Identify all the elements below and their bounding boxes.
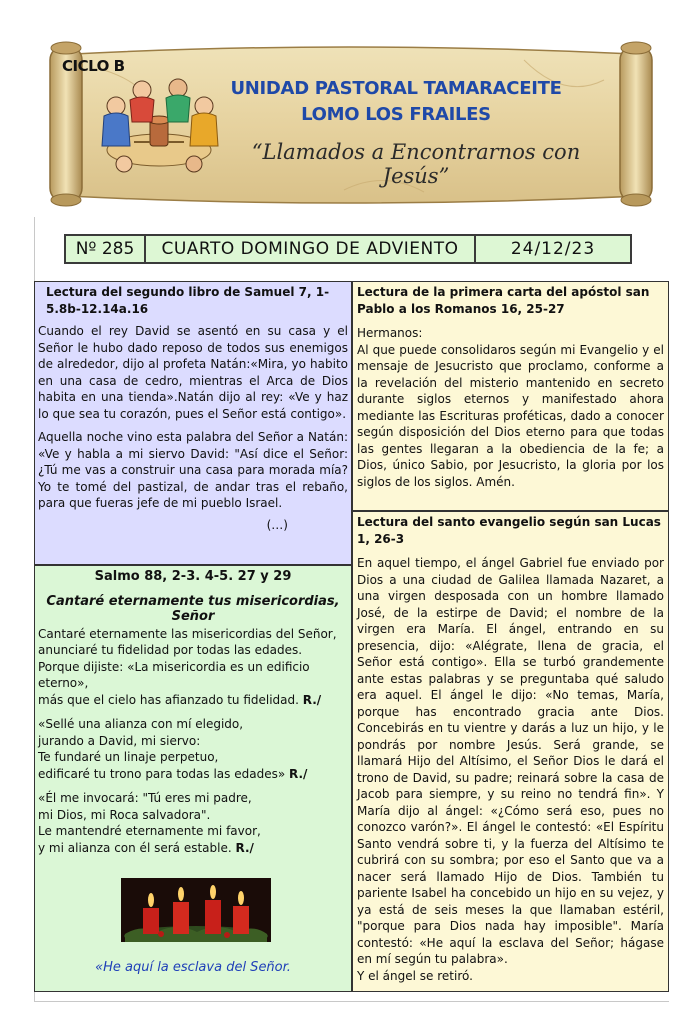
bulletin-number: Nº 285 [66, 236, 146, 262]
psalm-line: mi Dios, mi Roca salvadora". [38, 807, 211, 822]
psalm-stanza-2 [38, 716, 348, 782]
second-reading-box [352, 281, 669, 511]
parish-title-line1: UNIDAD PASTORAL TAMARACEITE [230, 78, 562, 99]
psalm-line: «Sellé una alianza con mí elegido, [38, 717, 244, 731]
psalm-line: anunciaré tu fidelidad por todas las edades. [38, 643, 303, 657]
psalm-title: Salmo 88, 2-3. 4-5. 27 y 29 [94, 569, 292, 584]
psalm-caption: «He aquí la esclava del Señor. [95, 960, 291, 975]
psalm-response: Cantaré eternamente tus misericordias, Señor [46, 593, 340, 624]
gospel-body: En aquel tiempo, el ángel Gabriel fue enviado por Dios a una ciudad de Galilea llamada Nazaret, a una virgen desposada con un hombre llamado José, de la estirpe de David; el nombre de la virgen era María. El ángel, entrando en su presencia, dijo: «Alégrate, llena de gracia, el Señor está contigo». Ella se turbó grandemente ante estas palabras y se preguntaba qué saludo era aquel. El ángel le dijo: «No temas, María, porque has encontrado gracia ante Dios. Concebirás en tu vientre y darás a luz un hijo, y le pondrás por nombre Jesús. Será grande, se llamará Hijo del Altísimo, el Señor Dios le dará el trono de David, su padre; reinará sobre la casa de Jacob para siempre, y su reino no tendrá fin». Y María dijo al ángel: «¿Cómo será eso, pues no conozco varón?». El ángel le contestó: «El Espíritu Santo vendrá sobre ti, y la fuerza del Altísimo te cubrirá con su sombra; por eso el Santo que va a nacer será llamado Hijo de Dios. También tu pariente Isabel ha concebido un hijo en su vejez, y ya está de seis meses la que llamaban estéril, "porque para Dios nada hay imposible". María contestó: «He aquí la esclava del Señor; hágase en mí según tu palabra». [357, 556, 664, 966]
first-reading-heading: Lectura del segundo libro de Samuel 7, 1-5.8b-12.14a.16 [46, 285, 330, 316]
sunday-title: CUARTO DOMINGO DE ADVIENTO [146, 236, 476, 262]
cycle-label: CICLO B [62, 57, 125, 75]
response-mark: R./ [289, 766, 308, 781]
first-reading-paragraph-2: Aquella noche vino esta palabra del Señor a Natán: «Ve y habla a mi siervo David: "Así dice el Señor: ¿Tú me vas a construir una casa para morada mía? Yo te tomé del pastizal, de andar tras el rebaño, para que fueras jefe de mi pueblo Israel. [38, 430, 348, 510]
psalm-line: más que el cielo has afianzado tu fidelidad. [38, 692, 299, 707]
advent-candles-image [121, 878, 271, 942]
response-mark: R./ [302, 692, 322, 707]
psalm-box [34, 565, 352, 992]
psalm-line: Le mantendré eternamente mi favor, [38, 824, 261, 838]
second-reading-heading: Lectura de la primera carta del apóstol san Pablo a los Romanos 16, 25-27 [357, 285, 650, 316]
parish-title-line2: LOMO LOS FRAILES [301, 104, 491, 125]
psalm-line: «Él me invocará: "Tú eres mi padre, [38, 791, 252, 805]
page-frame-bottom-line [34, 1001, 669, 1002]
psalm-line: edificaré tu trono para todas las edades» [38, 766, 286, 781]
second-reading-greeting: Hermanos: [357, 326, 423, 340]
psalm-line: jurando a David, mi siervo: [38, 733, 201, 748]
psalm-line: Cantaré eternamente las misericordias del Señor, [38, 626, 337, 641]
bulletin-date: 24/12/23 [510, 239, 596, 259]
first-reading-box [34, 281, 352, 565]
gospel-heading: Lectura del santo evangelio según san Lucas 1, 26-3 [357, 515, 661, 546]
psalm-stanza-1 [38, 626, 348, 709]
response-mark: R./ [235, 840, 254, 855]
psalm-line: Te fundaré un linaje perpetuo, [38, 750, 219, 764]
gospel-box [352, 511, 669, 992]
first-reading-continued-mark: (…) [266, 517, 288, 532]
psalm-stanza-3 [38, 790, 348, 856]
bulletin-info-bar [64, 234, 632, 264]
psalm-line: Porque dijiste: «La misericordia es un edificio eterno», [38, 659, 310, 690]
people-around-table-illustration [94, 72, 224, 182]
gospel-closing: Y el ángel se retiró. [357, 968, 473, 983]
first-reading-paragraph-1: Cuando el rey David se asentó en su casa y el Señor le hubo dado reposo de todos sus enemigos de alrededor, dijo al profeta Natán:«Mira, yo habito en una casa de cedro, mientras el Arca de Dios habita en una tienda».Natán dijo al rey: «Ve y haz lo que sea tu corazón, pues el Señor está contigo». [38, 324, 348, 421]
parish-motto: “Llamados a Encontrarnos con Jesús” [251, 140, 581, 188]
second-reading-body: Al que puede consolidaros según mi Evangelio y el mensaje de Jesucristo que proclamo, conforme a la revelación del misterio mantenido en secreto durante siglos eternos y manifestado ahora mediante las Escrituras proféticas, dado a conocer según disposición del Dios eterno para que todas las gentes llegaran a la obediencia de la fe; a Dios, único Sabio, por Jesucristo, la gloria por los siglos de los siglos. Amén. [357, 342, 664, 489]
psalm-line: y mi alianza con él será estable. [38, 840, 232, 855]
